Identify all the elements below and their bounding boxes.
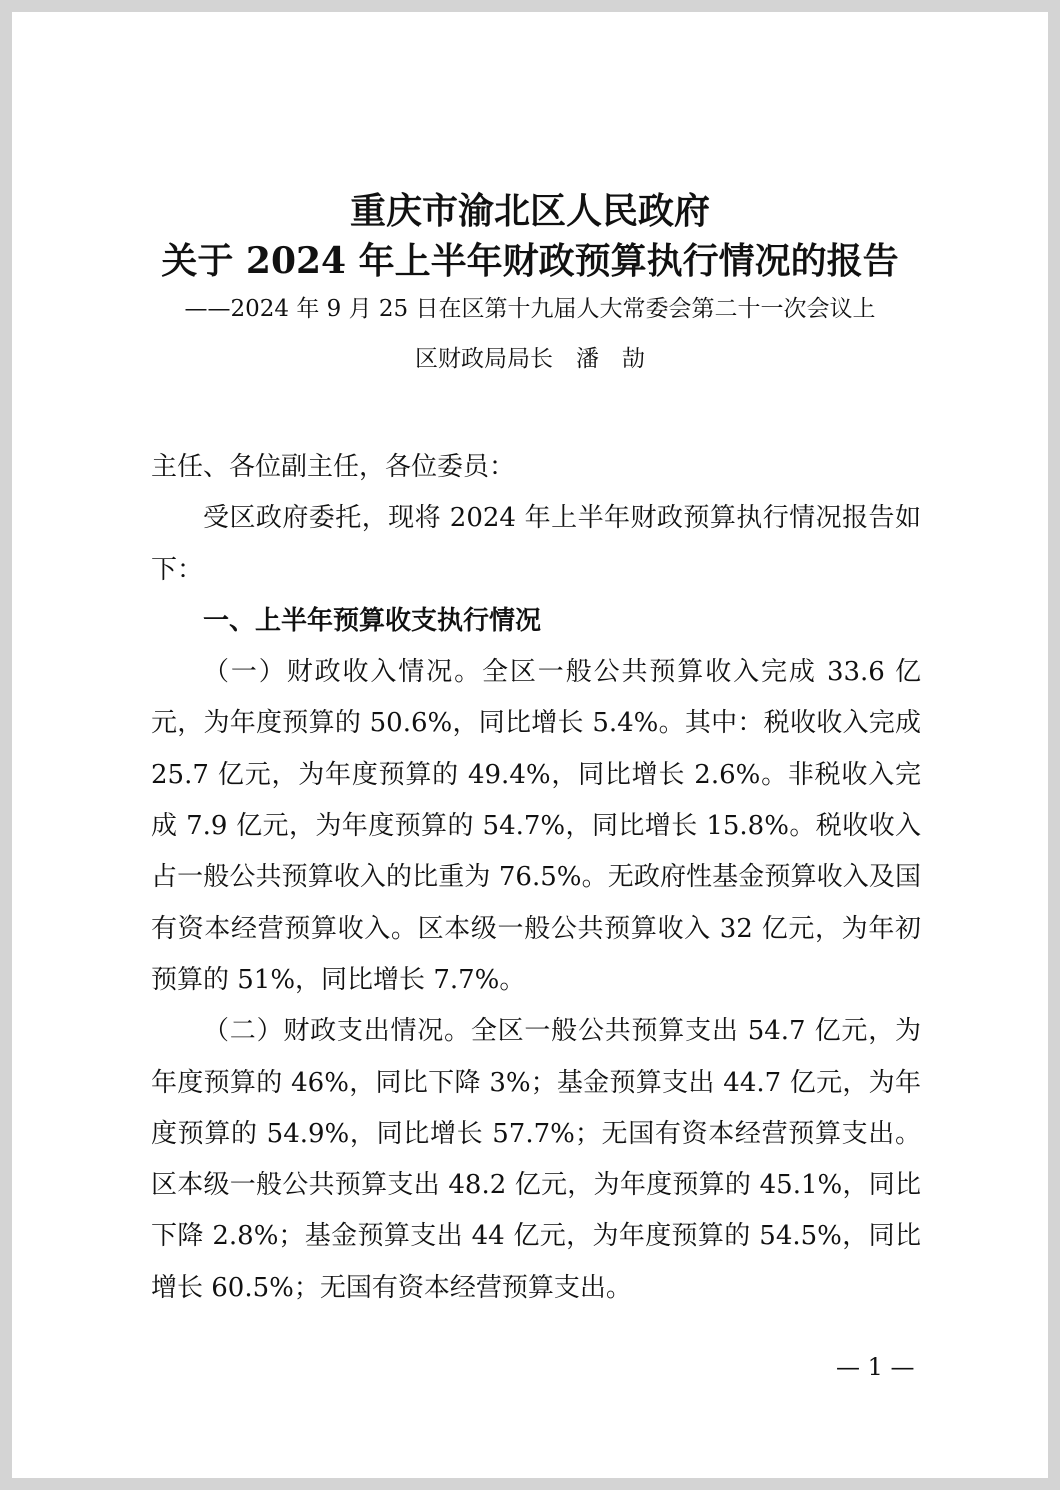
expenditure-paragraph <box>151 1006 921 1314</box>
document-title-line1: 重庆市渝北区人民政府 <box>349 190 710 232</box>
document-body <box>151 442 921 1314</box>
section-heading: 一、上半年预算收支执行情况 <box>203 605 542 636</box>
page-number: — 1 — <box>836 1353 915 1381</box>
salutation: 主任、各位副主任，各位委员： <box>151 452 516 482</box>
expenditure-text: 全区一般公共预算支出 54.7 亿元，为年度预算的 46%，同比下降 3%；基金预算支出 44.7 亿元，为年度预算的 54.9%，同比增长 57.7%；无国有资本经营预算支出。区本级一般公共预算支出 48.2 亿元，为年度预算的 45.1%，同比下降 2.8%；基金预算支出 44 亿元，为年度预算的 54.5%，同比增长 60.5%；无国有资本经营预算支出。 <box>151 1016 921 1303</box>
revenue-label: （一）财政收入情况。 <box>203 657 482 688</box>
intro-paragraph: 受区政府委托，现将 2024 年上半年财政预算执行情况报告如下： <box>151 503 921 585</box>
revenue-text: 全区一般公共预算收入完成 33.6 亿元，为年度预算的 50.6%，同比增长 5.4%。其中：税收收入完成 25.7 亿元，为年度预算的 49.4%，同比增长 2.6%。非税收入完成 7.9 亿元，为年度预算的 54.7%，同比增长 15.8%。税收收入占一般公共预算收入的比重为 76.5%。无政府性基金预算收入及国有资本经营预算收入。区本级一般公共预算收入 32 亿元，为年初预算的 51%，同比增长 7.7%。 <box>151 657 921 995</box>
document-title-line2: 关于 2024 年上半年财政预算执行情况的报告 <box>161 240 899 282</box>
document-subtitle-occasion: ——2024 年 9 月 25 日在区第十九届人大常委会第二十一次会议上 <box>184 296 876 322</box>
document-page <box>12 12 1048 1478</box>
expenditure-label: （二）财政支出情况。 <box>203 1016 471 1047</box>
document-subtitle-speaker: 区财政局局长 潘 劼 <box>415 346 645 372</box>
revenue-paragraph <box>151 647 921 1006</box>
